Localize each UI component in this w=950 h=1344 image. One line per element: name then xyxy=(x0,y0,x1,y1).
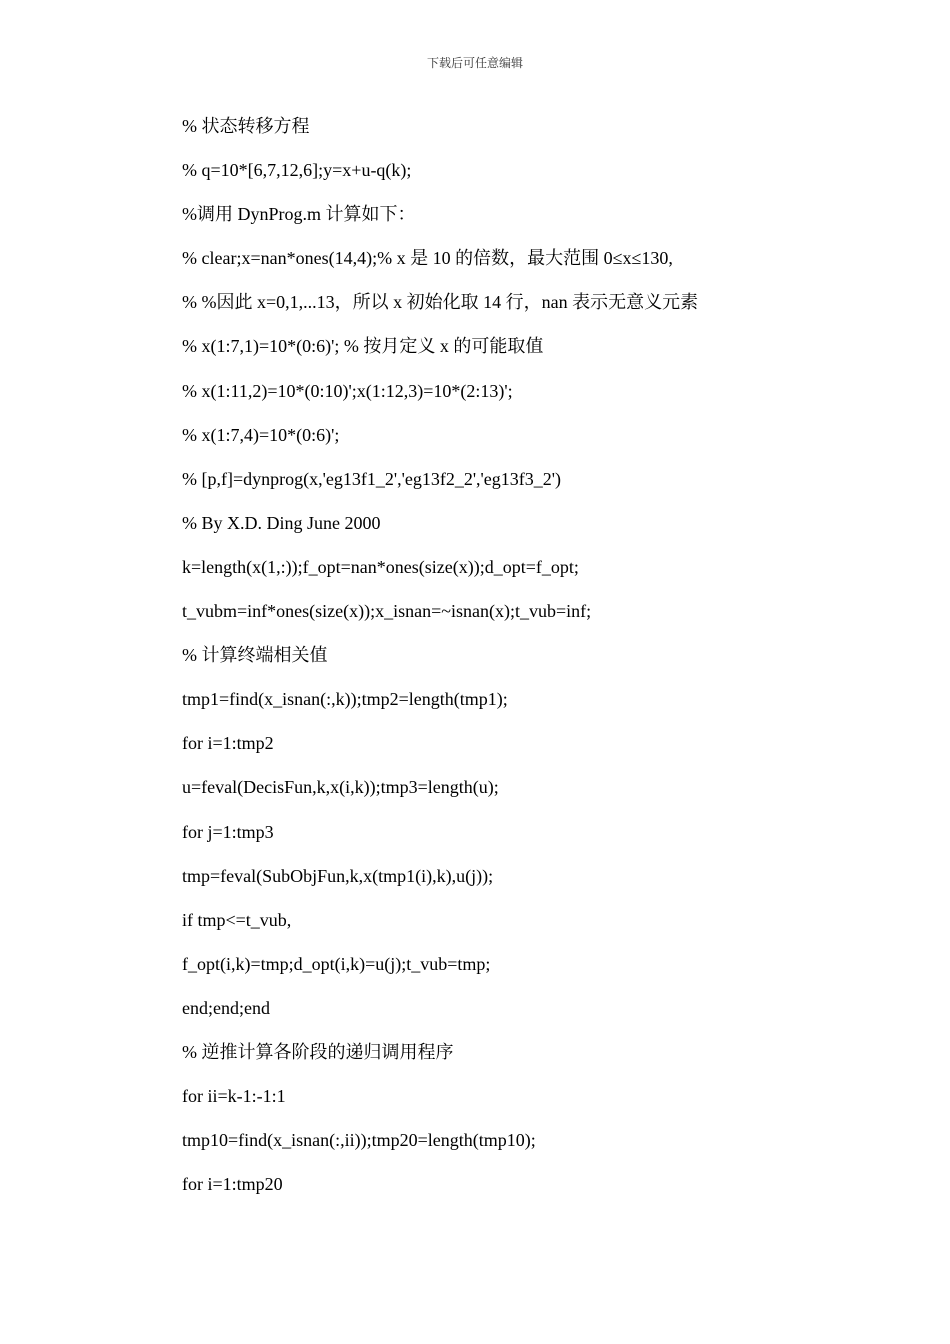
text-line: for j=1:tmp3 xyxy=(182,821,274,842)
text-line: % x(1:7,1)=10*(0:6)'; % 按月定义 x 的可能取值 xyxy=(182,336,544,357)
text-line: for i=1:tmp2 xyxy=(182,733,274,754)
text-line: % clear;x=nan*ones(14,4);% x 是 10 的倍数，最大范围 0≤x≤130, xyxy=(182,248,673,269)
text-line: k=length(x(1,:));f_opt=nan*ones(size(x));d_opt=f_opt; xyxy=(182,556,579,577)
text-line: % 逆推计算各阶段的递归调用程序 xyxy=(182,1041,454,1062)
text-line: % 状态转移方程 xyxy=(182,116,310,136)
text-line: end;end;end xyxy=(182,997,270,1018)
text-line: f_opt(i,k)=tmp;d_opt(i,k)=u(j);t_vub=tmp; xyxy=(182,953,491,974)
text-line: tmp=feval(SubObjFun,k,x(tmp1(i),k),u(j)); xyxy=(182,865,494,886)
text-line: for ii=k-1:-1:1 xyxy=(182,1086,286,1107)
text-line: tmp1=find(x_isnan(:,k));tmp2=length(tmp1); xyxy=(182,689,508,710)
text-line: if tmp<=t_vub, xyxy=(182,909,292,930)
text-line: t_vubm=inf*ones(size(x));x_isnan=~isnan(x);t_vub=inf; xyxy=(182,601,592,622)
text-line: for i=1:tmp20 xyxy=(182,1174,283,1195)
text-line: % [p,f]=dynprog(x,'eg13f1_2','eg13f2_2','eg13f3_2') xyxy=(182,468,562,489)
text-line: % 计算终端相关值 xyxy=(182,645,328,666)
text-line: % By X.D. Ding June 2000 xyxy=(182,512,381,533)
document-body xyxy=(182,111,882,1213)
text-line: % x(1:7,4)=10*(0:6)'; xyxy=(182,424,340,445)
text-line: u=feval(DecisFun,k,x(i,k));tmp3=length(u); xyxy=(182,777,499,798)
text-line: % x(1:11,2)=10*(0:10)';x(1:12,3)=10*(2:13)'; xyxy=(182,380,513,401)
page-header: 下载后可任意编辑 xyxy=(426,56,523,70)
text-line: % %因此 x=0,1,...13，所以 x 初始化取 14 行，nan 表示无意义元素 xyxy=(182,292,699,313)
text-line: % q=10*[6,7,12,6];y=x+u-q(k); xyxy=(182,160,412,181)
text-line: %调用 DynProg.m 计算如下： xyxy=(182,204,416,225)
text-line: tmp10=find(x_isnan(:,ii));tmp20=length(tmp10); xyxy=(182,1130,536,1151)
